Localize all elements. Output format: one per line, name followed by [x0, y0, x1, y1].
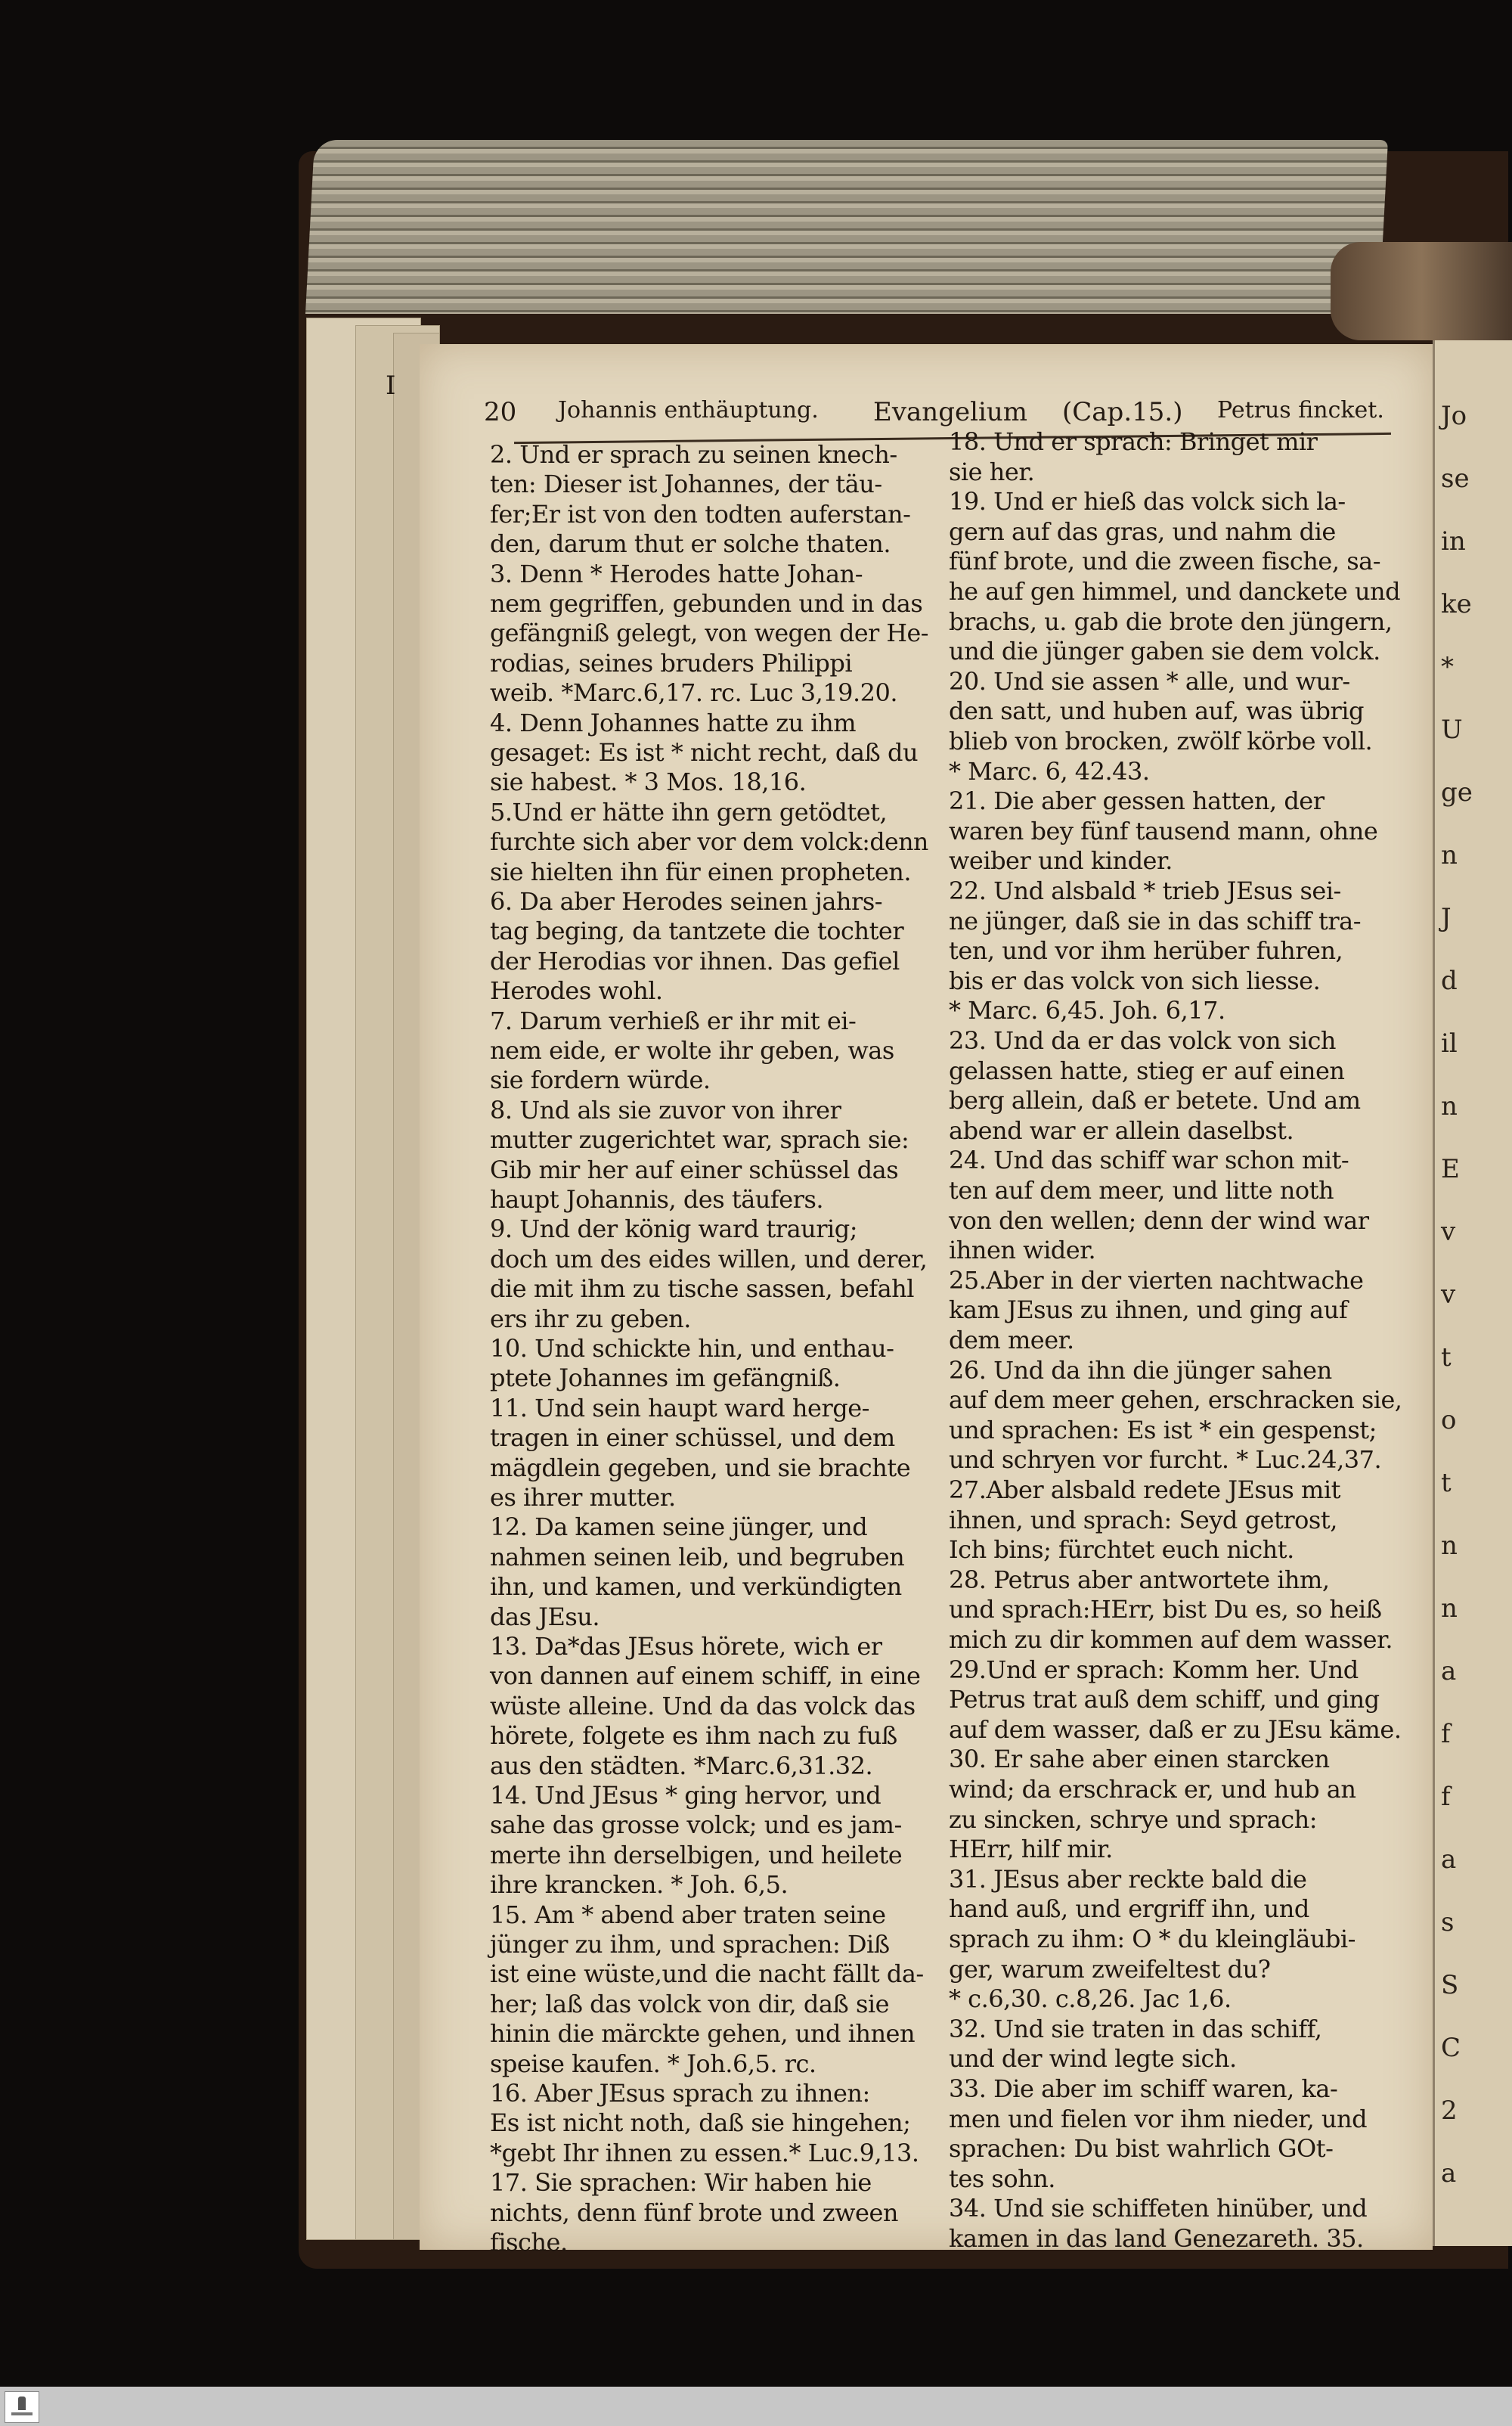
- text-line: ist eine wüste,und die nacht fällt da-: [490, 1959, 924, 1989]
- text-line: 20. Und sie assen * alle, und wur-: [949, 666, 1350, 696]
- text-line: men und fielen vor ihm nieder, und: [949, 2104, 1368, 2133]
- text-line: und sprachen: Es ist * ein gespenst;: [949, 1415, 1377, 1444]
- text-line: ihnen wider.: [949, 1236, 1096, 1265]
- text-line: 11. Und sein haupt ward herge-: [490, 1393, 869, 1422]
- facing-page-fragment: n: [1441, 1091, 1458, 1121]
- facing-page-fragment: U: [1441, 715, 1463, 745]
- facing-page-fragment: a: [1441, 1656, 1457, 1686]
- text-line: ers ihr zu geben.: [490, 1304, 691, 1333]
- facing-page-edge: [1433, 340, 1512, 2246]
- text-line: merte ihn derselbigen, und heilete: [490, 1840, 903, 1869]
- text-line: ptete Johannes im gefängniß.: [490, 1363, 841, 1393]
- text-line: fer;Er ist von den todten auferstan-: [490, 499, 911, 529]
- text-line: 6. Da aber Herodes seinen jahrs-: [490, 887, 883, 916]
- text-line: sie habest. * 3 Mos. 18,16.: [490, 768, 807, 797]
- facing-page-fragment: v: [1441, 1280, 1456, 1310]
- text-line: den satt, und huben auf, was übrig: [949, 696, 1364, 726]
- text-line: furchte sich aber vor dem volck:denn: [490, 827, 928, 857]
- text-line: und der wind legte sich.: [949, 2044, 1237, 2074]
- facing-page-fragment: ge: [1441, 777, 1473, 808]
- facing-page-fragment: 2: [1441, 2096, 1458, 2126]
- text-line: Es ist nicht noth, daß sie hingehen;: [490, 2108, 911, 2138]
- library-logo-icon: [5, 2391, 39, 2423]
- text-line: he auf gen himmel, und danckete und: [949, 577, 1401, 606]
- text-line: gern auf das gras, und nahm die: [949, 517, 1336, 546]
- text-line: nahmen seinen leib, und begruben: [490, 1542, 905, 1571]
- text-line: tag beging, da tantzete die tochter: [490, 917, 904, 946]
- text-line: 33. Die aber im schiff waren, ka-: [949, 2074, 1338, 2103]
- text-line: fische.: [490, 2228, 568, 2257]
- text-line: den, darum thut er solche thaten.: [490, 529, 891, 559]
- text-line: 29.Und er sprach: Komm her. Und: [949, 1655, 1359, 1684]
- text-line: her; laß das volck von dir, daß sie: [490, 1989, 890, 2018]
- text-line: abend war er allein daselbst.: [949, 1115, 1294, 1145]
- text-line: nichts, denn fünf brote und zween: [490, 2198, 899, 2227]
- text-line: mägdlein gegeben, und sie brachte: [490, 1453, 911, 1482]
- text-line: fünf brote, und die zween fische, sa-: [949, 547, 1380, 576]
- page-number: 20: [484, 397, 517, 427]
- text-line: ten auf dem meer, und litte noth: [949, 1176, 1334, 1205]
- facing-page-fragment: *: [1441, 652, 1454, 682]
- running-title-right: Petrus fincket.: [1217, 397, 1384, 423]
- text-line: 23. Und da er das volck von sich: [949, 1026, 1336, 1055]
- text-line: und schryen vor furcht. * Luc.24,37.: [949, 1445, 1382, 1475]
- facing-page-fragment: n: [1441, 1593, 1458, 1624]
- text-line: aus den städten. *Marc.6,31.32.: [490, 1751, 873, 1780]
- facing-page-fragment: s: [1441, 1907, 1455, 1937]
- text-line: kam JEsus zu ihnen, und ging auf: [949, 1295, 1348, 1325]
- text-line: sprach zu ihm: O * du kleingläubi-: [949, 1925, 1356, 1953]
- text-line: 26. Und da ihn die jünger sahen: [949, 1355, 1332, 1385]
- facing-page-fragment: t: [1441, 1342, 1452, 1373]
- text-line: sie hielten ihn für einen propheten.: [490, 857, 912, 886]
- text-line: 7. Darum verhieß er ihr mit ei-: [490, 1006, 857, 1035]
- text-line: 15. Am * abend aber traten seine: [490, 1900, 886, 1929]
- text-line: sie her.: [949, 457, 1035, 486]
- text-line: 13. Da*das JEsus hörete, wich er: [490, 1632, 882, 1661]
- text-line: kamen in das land Genezareth. 35.: [949, 2224, 1364, 2253]
- text-line: 31. JEsus aber reckte bald die: [949, 1864, 1307, 1894]
- running-title-center: Evangelium: [873, 397, 1027, 427]
- text-line: 18. Und er sprach: Bringet mir: [949, 427, 1318, 456]
- text-line: 2. Und er sprach zu seinen knech-: [490, 440, 897, 469]
- text-line: waren bey fünf tausend mann, ohne: [949, 816, 1378, 845]
- running-title-left: Johannis enthäuptung.: [558, 397, 819, 423]
- text-line: hand auß, und ergriff ihn, und: [949, 1894, 1309, 1924]
- text-line: 24. Und das schiff war schon mit-: [949, 1146, 1349, 1175]
- text-line: von den wellen; denn der wind war: [949, 1205, 1369, 1235]
- text-line: Gib mir her auf einer schüssel das: [490, 1155, 899, 1184]
- text-line: haupt Johannis, des täufers.: [490, 1185, 824, 1214]
- text-line: das JEsu.: [490, 1602, 600, 1631]
- text-line: 4. Denn Johannes hatte zu ihm: [490, 708, 857, 737]
- text-line: dem meer.: [949, 1326, 1074, 1354]
- facing-page-fragment: E: [1441, 1154, 1460, 1184]
- text-line: ten: Dieser ist Johannes, der täu-: [490, 470, 882, 499]
- text-line: Petrus trat auß dem schiff, und ging: [949, 1685, 1380, 1714]
- facing-page-fragment: Jo: [1441, 401, 1467, 431]
- text-line: 16. Aber JEsus sprach zu ihnen:: [490, 2079, 870, 2108]
- page-edges-top: [305, 140, 1388, 314]
- text-line: 22. Und alsbald * trieb JEsus sei-: [949, 876, 1341, 905]
- text-line: es ihrer mutter.: [490, 1483, 676, 1512]
- text-line: sie fordern würde.: [490, 1066, 711, 1095]
- text-line: 10. Und schickte hin, und enthau-: [490, 1334, 894, 1363]
- text-line: brachs, u. gab die brote den jüngern,: [949, 606, 1393, 636]
- facing-page-fragment: d: [1441, 966, 1458, 996]
- facing-page-fragment: f: [1441, 1719, 1451, 1749]
- facing-page-fragment: J: [1441, 903, 1452, 933]
- text-line: die mit ihm zu tische sassen, befahl: [490, 1274, 915, 1304]
- text-line: auf dem wasser, daß er zu JEsu käme.: [949, 1714, 1402, 1744]
- facing-page-fragment: S: [1441, 1970, 1459, 2000]
- text-line: tes sohn.: [949, 2164, 1055, 2193]
- text-line: zu sincken, schrye und sprach:: [949, 1804, 1318, 1834]
- text-line: weiber und kinder.: [949, 846, 1173, 876]
- facing-page-fragment: se: [1441, 464, 1470, 494]
- text-line: 5.Und er hätte ihn gern getödtet,: [490, 797, 888, 827]
- text-line: 28. Petrus aber antwortete ihm,: [949, 1565, 1330, 1594]
- text-line: ger, warum zweifeltest du?: [949, 1954, 1271, 1984]
- text-line: ne jünger, daß sie in das schiff tra-: [949, 906, 1362, 935]
- text-line: blieb von brocken, zwölf körbe voll.: [949, 727, 1373, 755]
- text-line: Ich bins; fürchtet euch nicht.: [949, 1535, 1294, 1565]
- text-line: * Marc. 6, 42.43.: [949, 756, 1150, 786]
- text-line: 21. Die aber gessen hatten, der: [949, 786, 1325, 816]
- text-line: wind; da erschrack er, und hub an: [949, 1775, 1356, 1804]
- text-line: 12. Da kamen seine jünger, und: [490, 1512, 868, 1542]
- facing-page-fragment: C: [1441, 2033, 1461, 2063]
- text-line: mich zu dir kommen auf dem wasser.: [949, 1625, 1393, 1654]
- facing-page-fragment: f: [1441, 1782, 1451, 1812]
- facing-page-fragment: n: [1441, 840, 1458, 870]
- text-line: 30. Er sahe aber einen starcken: [949, 1745, 1330, 1774]
- facing-page-fragment: in: [1441, 526, 1466, 557]
- text-line: doch um des eides willen, und derer,: [490, 1244, 928, 1273]
- text-line: weib. *Marc.6,17. rc. Luc 3,19.20.: [490, 678, 898, 708]
- text-line: gefängniß gelegt, von wegen der He-: [490, 619, 928, 648]
- text-line: hörete, folgete es ihm nach zu fuß: [490, 1721, 897, 1751]
- text-line: berg allein, daß er betete. Und am: [949, 1086, 1361, 1115]
- text-line: mutter zugerichtet war, sprach sie:: [490, 1125, 909, 1155]
- text-line: *gebt Ihr ihnen zu essen.* Luc.9,13.: [490, 2138, 919, 2167]
- text-line: ihre krancken. * Joh. 6,5.: [490, 1870, 789, 1900]
- facing-page-fragment: t: [1441, 1468, 1452, 1498]
- facing-page-fragment: a: [1441, 2158, 1457, 2189]
- text-line: * c.6,30. c.8,26. Jac 1,6.: [949, 1984, 1232, 2014]
- text-line: rodias, seines bruders Philippi: [490, 648, 853, 678]
- text-line: ihnen, und sprach: Seyd getrost,: [949, 1505, 1337, 1534]
- text-line: und sprach:HErr, bist Du es, so heiß: [949, 1595, 1382, 1624]
- text-line: tragen in einer schüssel, und dem: [490, 1423, 895, 1453]
- chapter-label: (Cap.15.): [1062, 397, 1183, 427]
- text-line: HErr, hilf mir.: [949, 1835, 1113, 1864]
- text-line: auf dem meer gehen, erschracken sie,: [949, 1385, 1402, 1415]
- book-clasp: [1331, 242, 1512, 340]
- text-line: der Herodias vor ihnen. Das gefiel: [490, 946, 900, 976]
- text-line: hinin die märckte gehen, und ihnen: [490, 2019, 916, 2049]
- text-line: 17. Sie sprachen: Wir haben hie: [490, 2168, 872, 2198]
- facing-page-fragment: a: [1441, 1844, 1457, 1875]
- text-line: sprachen: Du bist wahrlich GOt-: [949, 2134, 1334, 2164]
- facing-page-fragment: ke: [1441, 589, 1472, 619]
- text-line: und die jünger gaben sie dem volck.: [949, 637, 1380, 666]
- text-line: sahe das grosse volck; und es jam-: [490, 1810, 902, 1840]
- text-line: 3. Denn * Herodes hatte Johan-: [490, 559, 863, 588]
- text-line: 34. Und sie schiffeten hinüber, und: [949, 2194, 1368, 2223]
- text-line: Herodes wohl.: [490, 976, 663, 1006]
- facing-page-fragment: n: [1441, 1531, 1458, 1561]
- text-line: * Marc. 6,45. Joh. 6,17.: [949, 996, 1225, 1025]
- text-line: ten, und vor ihm herüber fuhren,: [949, 936, 1343, 966]
- text-line: jünger zu ihm, und sprachen: Diß: [490, 1930, 890, 1959]
- text-line: speise kaufen. * Joh.6,5. rc.: [490, 2049, 816, 2078]
- facing-page-fragment: o: [1441, 1405, 1457, 1435]
- left-margin-mark: I: [386, 371, 396, 401]
- text-line: von dannen auf einem schiff, in eine: [490, 1661, 921, 1691]
- text-line: wüste alleine. Und da das volck das: [490, 1691, 916, 1720]
- text-line: 8. Und als sie zuvor von ihrer: [490, 1095, 841, 1125]
- text-line: bis er das volck von sich liesse.: [949, 966, 1321, 995]
- viewer-footer-bar: [0, 2387, 1512, 2426]
- text-line: 9. Und der könig ward traurig;: [490, 1215, 858, 1244]
- facing-page-fragment: v: [1441, 1217, 1456, 1247]
- text-line: nem eide, er wolte ihr geben, was: [490, 1036, 894, 1065]
- text-line: 32. Und sie traten in das schiff,: [949, 2014, 1322, 2043]
- text-line: 14. Und JEsus * ging hervor, und: [490, 1781, 881, 1810]
- facing-page-fragment: il: [1441, 1028, 1458, 1059]
- text-line: 19. Und er hieß das volck sich la-: [949, 487, 1346, 517]
- text-line: ihn, und kamen, und verkündigten: [490, 1572, 902, 1602]
- text-line: gesaget: Es ist * nicht recht, daß du: [490, 738, 919, 767]
- text-line: 27.Aber alsbald redete JEsus mit: [949, 1475, 1340, 1504]
- text-line: 25.Aber in der vierten nachtwache: [949, 1265, 1364, 1295]
- text-line: nem gegriffen, gebunden und in das: [490, 589, 923, 618]
- text-line: gelassen hatte, stieg er auf einen: [949, 1056, 1345, 1085]
